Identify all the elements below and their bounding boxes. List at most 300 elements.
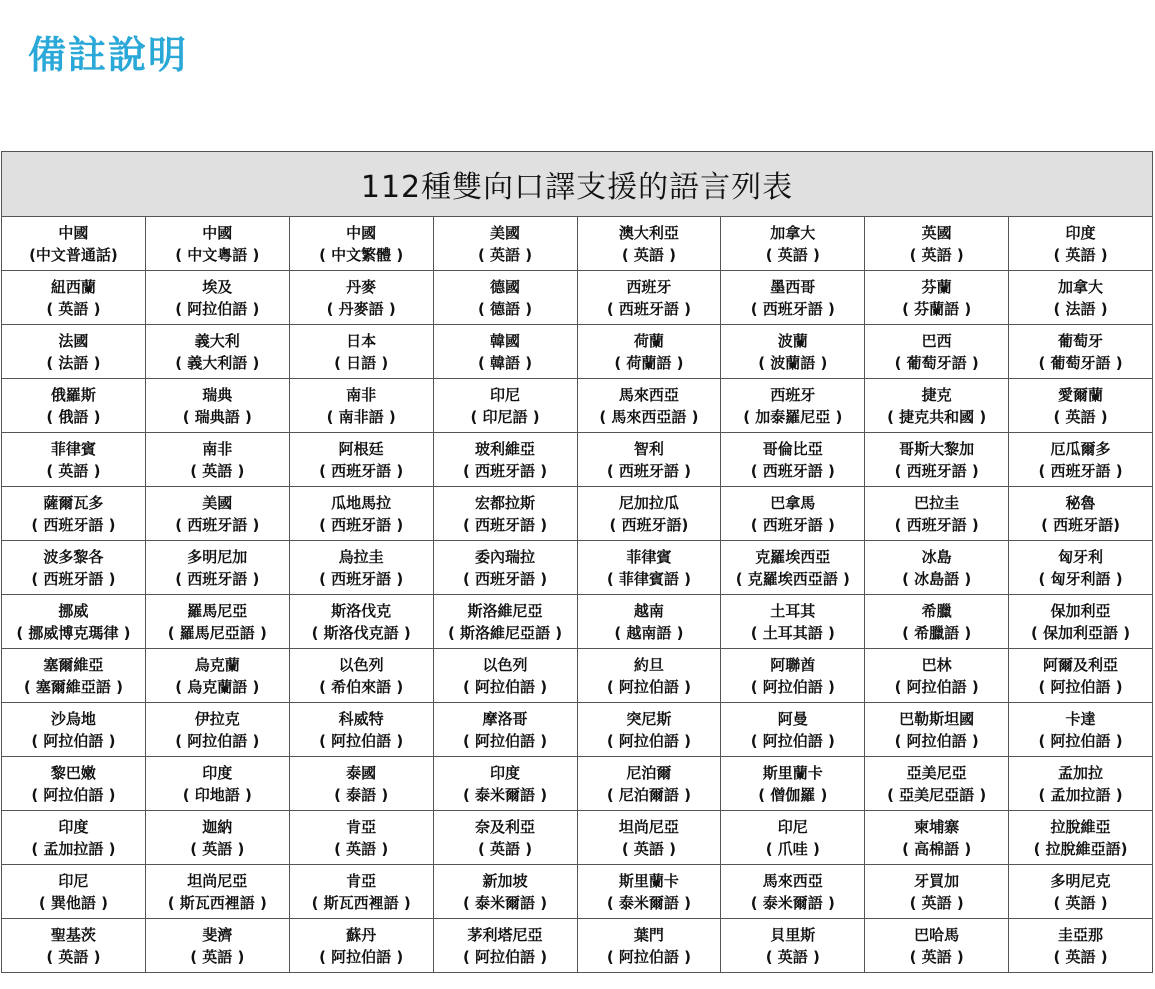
language-name: ( 阿拉伯語 ) [750,677,835,696]
country-name: 肯亞 [346,871,377,890]
language-name: ( 英語 ) [621,245,677,264]
language-name: ( 西班牙語 ) [462,515,548,534]
language-cell [577,379,721,433]
country-name: 玻利維亞 [475,439,536,458]
table-row [2,703,1153,757]
country-name: 突尼斯 [626,709,672,728]
country-name: 巴拉圭 [914,493,960,512]
country-name: 葉門 [633,925,664,944]
country-name: 保加利亞 [1050,601,1111,620]
country-name: 韓國 [490,331,521,350]
country-name: 荷蘭 [633,331,664,350]
table-row [2,541,1153,595]
language-name: ( 阿拉伯語 ) [175,731,260,750]
language-cell [1009,757,1153,811]
language-cell [1009,703,1153,757]
language-name: ( 越南語 ) [614,623,684,642]
language-name: ( 瑞典語 ) [182,407,252,426]
country-name: 約旦 [633,655,664,674]
language-cell [577,811,721,865]
country-name: 中國 [58,223,89,242]
language-name: ( 中文繁體 ) [319,245,404,264]
language-name: ( 英語 ) [190,839,245,858]
language-name: ( 英語 ) [1053,947,1108,966]
language-cell [433,649,577,703]
language-name: ( 菲律賓語 ) [606,569,692,588]
language-cell [577,433,721,487]
language-name: ( 阿拉伯語 ) [606,731,692,750]
country-name: 菲律賓 [50,439,96,458]
language-name: ( 西班牙語 ) [606,461,692,480]
language-name: ( 英語 ) [765,947,820,966]
language-name: ( 西班牙語) [1041,515,1121,534]
country-name: 紐西蘭 [50,277,96,296]
country-name: 烏克蘭 [194,655,240,674]
language-name: ( 英語 ) [334,839,389,858]
country-name: 斐濟 [202,925,233,944]
country-name: 墨西哥 [770,277,816,296]
language-name: ( 烏克蘭語 ) [175,677,260,696]
country-name: 印尼 [490,385,521,404]
language-name: ( 中文粵語 ) [175,245,260,264]
language-cell [721,271,865,325]
language-cell [865,649,1009,703]
table-row [2,811,1153,865]
country-name: 奈及利亞 [475,817,536,836]
country-name: 厄瓜爾多 [1050,439,1111,458]
country-name: 哥斯大黎加 [899,439,975,458]
country-name: 芬蘭 [921,277,952,296]
language-name: ( 阿拉伯語 ) [894,677,979,696]
language-name: ( 南非語 ) [326,407,396,426]
language-name: ( 德語 ) [477,299,533,318]
table-title: 112種雙向口譯支援的語言列表 [2,152,1153,217]
country-name: 阿根廷 [338,439,384,458]
country-name: 以色列 [338,655,384,674]
language-cell [1009,919,1153,973]
language-cell [721,325,865,379]
language-name: ( 英語 ) [1053,407,1108,426]
language-cell [865,703,1009,757]
language-name: ( 尼泊爾語 ) [606,785,692,804]
table-row [2,487,1153,541]
country-name: 哥倫比亞 [762,439,823,458]
table-row [2,649,1153,703]
country-name: 斯里蘭卡 [762,763,823,782]
country-name: 新加坡 [482,871,528,890]
language-name: ( 義大利語 ) [175,353,260,372]
language-cell [289,433,433,487]
country-name: 克羅埃西亞 [755,547,831,566]
language-cell [865,325,1009,379]
language-name: ( 斯瓦西裡語 ) [167,893,267,912]
language-cell [289,649,433,703]
language-cell [865,595,1009,649]
table-row [2,919,1153,973]
language-cell [289,865,433,919]
country-name: 南非 [202,439,233,458]
language-cell [145,595,289,649]
table-header-row [2,152,1153,217]
language-name: ( 英語 ) [46,461,101,480]
language-cell [145,649,289,703]
table-row [2,325,1153,379]
language-name: ( 西班牙語 ) [319,515,404,534]
country-name: 巴拿馬 [770,493,816,512]
language-cell [433,379,577,433]
country-name: 俄羅斯 [50,385,96,404]
language-name: ( 西班牙語 ) [750,461,835,480]
language-name: ( 阿拉伯語 ) [606,677,692,696]
language-cell [433,325,577,379]
language-cell [865,271,1009,325]
country-name: 印度 [202,763,233,782]
language-cell [865,865,1009,919]
country-name: 冰島 [921,547,952,566]
language-name: ( 斯瓦西裡語 ) [311,893,411,912]
language-cell [145,703,289,757]
country-name: 南非 [346,385,377,404]
country-name: 巴林 [921,655,952,674]
language-cell [289,379,433,433]
country-name: 斯洛伐克 [331,601,392,620]
language-name: ( 西班牙語 ) [31,515,116,534]
language-cell [2,757,146,811]
language-name: ( 孟加拉語 ) [1038,785,1123,804]
country-name: 德國 [490,277,521,296]
language-name: ( 保加利亞語 ) [1030,623,1131,642]
language-cell [433,703,577,757]
language-name: ( 西班牙語 ) [319,569,404,588]
language-cell [433,595,577,649]
language-name: ( 西班牙語 ) [606,299,692,318]
language-name: ( 西班牙語 ) [750,515,835,534]
language-name: ( 阿拉伯語 ) [31,731,116,750]
language-cell [145,919,289,973]
language-name: ( 阿拉伯語 ) [175,299,260,318]
language-name: ( 印地語 ) [182,785,252,804]
country-name: 希臘 [921,601,952,620]
table-row [2,433,1153,487]
language-name: ( 泰米爾語 ) [606,893,692,912]
language-cell [721,703,865,757]
country-name: 馬來西亞 [762,871,823,890]
country-name: 秘魯 [1065,493,1096,512]
language-cell [1009,595,1153,649]
language-cell [2,919,146,973]
language-name: ( 泰米爾語 ) [462,785,548,804]
language-name: ( 英語 ) [1053,893,1108,912]
country-name: 阿聯酋 [770,655,816,674]
language-cell [2,595,146,649]
language-cell [145,487,289,541]
country-name: 加拿大 [770,223,816,242]
language-name: ( 西班牙語 ) [462,569,548,588]
language-cell [289,325,433,379]
language-cell [433,919,577,973]
language-name: (中文普通話) [29,245,118,264]
country-name: 土耳其 [770,601,816,620]
country-name: 西班牙 [770,385,816,404]
country-name: 阿爾及利亞 [1043,655,1119,674]
country-name: 多明尼加 [187,547,248,566]
country-name: 亞美尼亞 [906,763,967,782]
country-name: 多明尼克 [1050,871,1111,890]
country-name: 牙買加 [914,871,960,890]
language-cell [2,379,146,433]
country-name: 中國 [202,223,233,242]
language-cell [289,811,433,865]
language-name: ( 克羅埃西亞語 ) [735,569,850,588]
language-cell [1009,271,1153,325]
language-name: ( 英語 ) [1053,245,1108,264]
language-name: ( 挪威博克瑪律 ) [16,623,131,642]
table-row [2,757,1153,811]
language-cell [289,541,433,595]
country-name: 沙烏地 [50,709,96,728]
language-name: ( 西班牙語 ) [462,461,548,480]
country-name: 美國 [202,493,233,512]
country-name: 中國 [346,223,377,242]
country-name: 巴勒斯坦國 [899,709,975,728]
language-name: ( 泰語 ) [334,785,389,804]
language-name: ( 冰島語 ) [902,569,972,588]
country-name: 匈牙利 [1058,547,1104,566]
language-cell [289,595,433,649]
language-cell [577,919,721,973]
language-cell [721,541,865,595]
language-cell [865,217,1009,271]
language-cell [1009,433,1153,487]
language-cell [289,487,433,541]
language-cell [865,757,1009,811]
language-name: ( 荷蘭語 ) [614,353,684,372]
language-cell [1009,487,1153,541]
language-cell [2,811,146,865]
country-name: 印尼 [58,871,89,890]
language-cell [865,811,1009,865]
country-name: 菲律賓 [626,547,672,566]
language-name: ( 馬來西亞語 ) [599,407,699,426]
language-cell [433,865,577,919]
country-name: 茅利塔尼亞 [467,925,543,944]
language-cell [577,487,721,541]
country-name: 法國 [58,331,89,350]
language-cell [433,217,577,271]
language-name: ( 高棉語 ) [902,839,972,858]
language-name: ( 西班牙語) [609,515,689,534]
table-row [2,595,1153,649]
language-name: ( 僧伽羅 ) [758,785,828,804]
language-name: ( 英語 ) [46,299,101,318]
language-cell [577,325,721,379]
country-name: 埃及 [202,277,233,296]
language-name: ( 丹麥語 ) [326,299,396,318]
language-name: ( 加泰羅尼亞 ) [743,407,843,426]
language-cell [433,433,577,487]
language-cell [145,541,289,595]
language-cell [145,865,289,919]
language-cell [577,649,721,703]
language-cell [721,595,865,649]
language-table [1,151,1153,973]
country-name: 尼泊爾 [626,763,672,782]
language-name: ( 英語 ) [477,245,533,264]
language-name: ( 西班牙語 ) [894,461,979,480]
country-name: 加拿大 [1058,277,1104,296]
country-name: 波蘭 [777,331,808,350]
language-cell [289,217,433,271]
language-cell [1009,811,1153,865]
language-cell [289,703,433,757]
country-name: 薩爾瓦多 [43,493,104,512]
country-name: 日本 [346,331,377,350]
language-name: ( 英語 ) [909,893,964,912]
language-cell [865,379,1009,433]
language-name: ( 阿拉伯語 ) [319,947,404,966]
language-cell [1009,541,1153,595]
language-cell [2,703,146,757]
language-name: ( 阿拉伯語 ) [1038,677,1123,696]
language-cell [2,541,146,595]
language-cell [721,865,865,919]
country-name: 卡達 [1065,709,1096,728]
language-cell [721,811,865,865]
country-name: 巴西 [921,331,952,350]
page-heading: 備註說明 [28,33,189,77]
language-cell [145,379,289,433]
language-name: ( 英語 ) [190,461,245,480]
country-name: 貝里斯 [770,925,816,944]
language-cell [145,811,289,865]
language-cell [721,217,865,271]
language-cell [721,757,865,811]
country-name: 宏都拉斯 [475,493,536,512]
country-name: 挪威 [58,601,89,620]
table-row [2,865,1153,919]
language-cell [865,487,1009,541]
language-name: ( 阿拉伯語 ) [606,947,692,966]
country-name: 斯洛維尼亞 [467,601,543,620]
language-name: ( 阿拉伯語 ) [31,785,116,804]
language-cell [1009,325,1153,379]
language-name: ( 希臘語 ) [902,623,972,642]
language-name: ( 捷克共和國 ) [887,407,987,426]
language-cell [289,919,433,973]
country-name: 拉脫維亞 [1050,817,1111,836]
country-name: 葡萄牙 [1058,331,1104,350]
language-cell [433,271,577,325]
language-cell [289,271,433,325]
language-name: ( 爪哇 ) [765,839,820,858]
country-name: 坦尚尼亞 [187,871,248,890]
country-name: 羅馬尼亞 [187,601,248,620]
language-cell [577,541,721,595]
country-name: 孟加拉 [1058,763,1104,782]
language-cell [721,433,865,487]
language-name: ( 泰米爾語 ) [462,893,548,912]
country-name: 斯里蘭卡 [618,871,679,890]
language-cell [145,217,289,271]
language-cell [577,703,721,757]
language-cell [577,865,721,919]
language-name: ( 塞爾維亞語 ) [23,677,124,696]
language-cell [289,757,433,811]
language-name: ( 斯洛維尼亞語 ) [447,623,563,642]
country-name: 瑞典 [202,385,233,404]
language-name: ( 阿拉伯語 ) [319,731,404,750]
language-name: ( 英語 ) [909,245,964,264]
country-name: 馬來西亞 [618,385,679,404]
language-name: ( 阿拉伯語 ) [462,731,548,750]
country-name: 伊拉克 [194,709,240,728]
language-cell [2,865,146,919]
language-name: ( 西班牙語 ) [319,461,404,480]
language-cell [433,757,577,811]
language-cell [721,487,865,541]
language-name: ( 英語 ) [190,947,245,966]
language-name: ( 英語 ) [477,839,533,858]
country-name: 愛爾蘭 [1058,385,1104,404]
language-name: ( 西班牙語 ) [750,299,835,318]
language-name: ( 西班牙語 ) [175,515,260,534]
country-name: 科威特 [338,709,384,728]
language-name: ( 法語 ) [1053,299,1108,318]
language-name: ( 泰米爾語 ) [750,893,835,912]
language-cell [1009,379,1153,433]
language-cell [1009,649,1153,703]
language-cell [721,649,865,703]
language-name: ( 阿拉伯語 ) [894,731,979,750]
country-name: 坦尚尼亞 [618,817,679,836]
language-cell [865,919,1009,973]
country-name: 迦納 [202,817,233,836]
language-name: ( 英語 ) [621,839,677,858]
language-cell [433,487,577,541]
language-cell [721,379,865,433]
language-name: ( 西班牙語 ) [1038,461,1123,480]
language-name: ( 希伯來語 ) [319,677,404,696]
language-name: ( 韓語 ) [477,353,533,372]
country-name: 巴哈馬 [914,925,960,944]
country-name: 智利 [633,439,664,458]
language-name: ( 土耳其語 ) [750,623,835,642]
country-name: 委內瑞拉 [475,547,536,566]
language-cell [721,919,865,973]
language-name: ( 印尼語 ) [470,407,540,426]
language-name: ( 西班牙語 ) [175,569,260,588]
country-name: 聖基茨 [50,925,96,944]
language-cell [1009,865,1153,919]
country-name: 美國 [490,223,521,242]
country-name: 丹麥 [346,277,377,296]
language-name: ( 法語 ) [46,353,101,372]
language-cell [145,271,289,325]
language-cell [865,433,1009,487]
language-cell [2,649,146,703]
country-name: 義大利 [194,331,240,350]
language-cell [145,757,289,811]
country-name: 印尼 [777,817,808,836]
language-name: ( 阿拉伯語 ) [750,731,835,750]
country-name: 捷克 [921,385,952,404]
language-name: ( 阿拉伯語 ) [462,677,548,696]
country-name: 澳大利亞 [618,223,679,242]
language-name: ( 芬蘭語 ) [902,299,972,318]
language-cell [2,433,146,487]
language-cell [145,433,289,487]
language-name: ( 波蘭語 ) [758,353,828,372]
